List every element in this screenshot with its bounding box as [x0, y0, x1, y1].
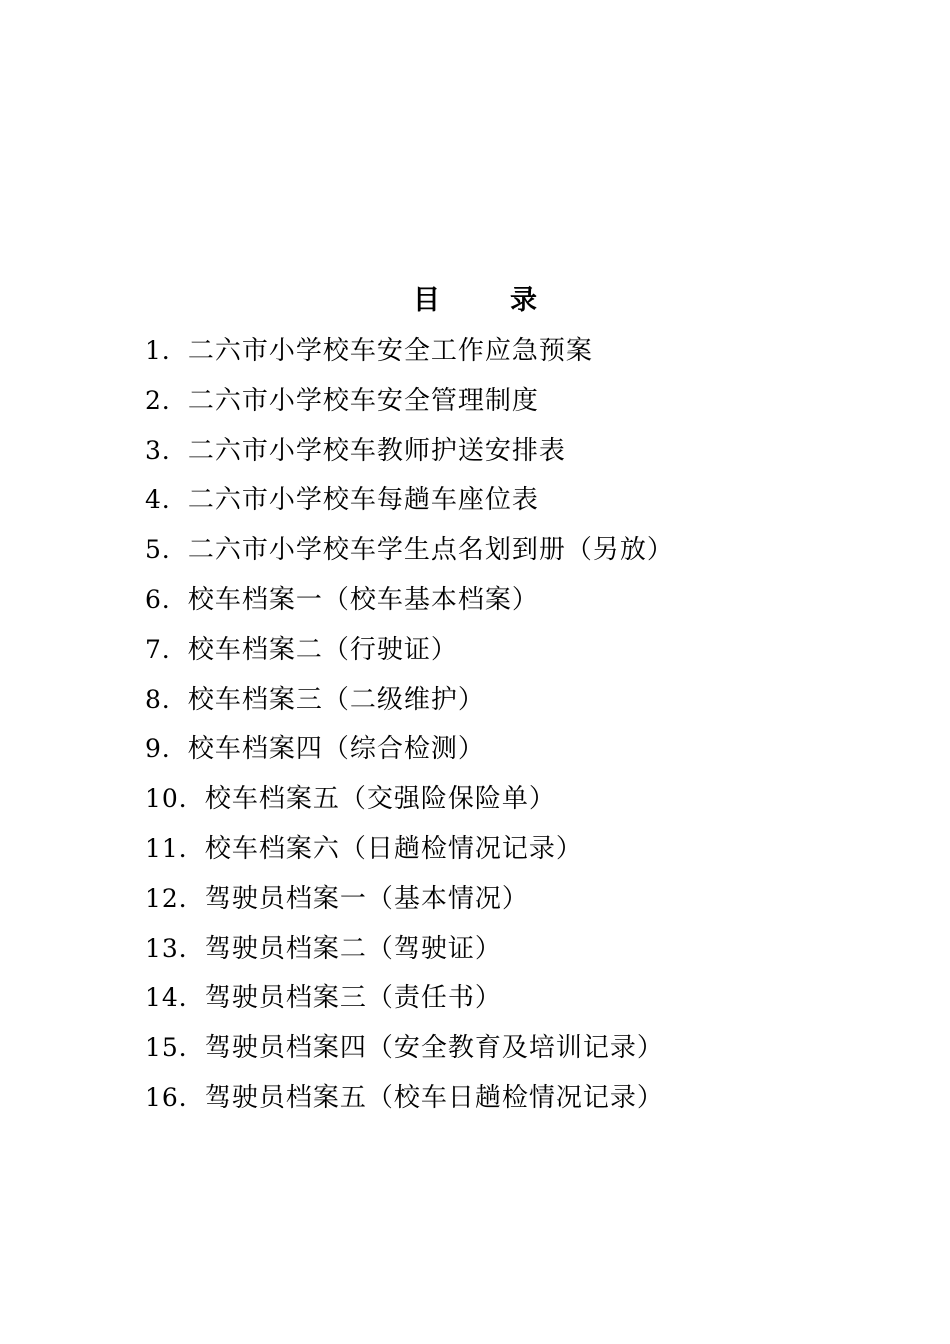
toc-item-text: 校车档案五（交强险保险单）	[204, 784, 556, 815]
toc-item	[145, 330, 865, 380]
toc-item	[145, 1027, 865, 1077]
page-title	[0, 281, 950, 321]
toc-item	[145, 430, 865, 480]
toc-item	[145, 579, 865, 629]
toc-list	[145, 330, 865, 1127]
toc-item	[145, 828, 865, 878]
toc-item-number: 15．	[145, 1033, 205, 1063]
toc-item-text: 二六市小学校车安全工作应急预案	[187, 336, 593, 366]
toc-item	[145, 629, 865, 679]
toc-item-number: 16．	[145, 1082, 205, 1112]
toc-item	[145, 928, 865, 978]
title-char-right: 录	[510, 285, 537, 316]
toc-item-text: 校车档案四（综合检测）	[187, 734, 485, 765]
toc-item-number: 7．	[145, 634, 188, 664]
toc-item-text: 驾驶员档案四（安全教育及培训记录）	[204, 1033, 664, 1064]
toc-item-text: 二六市小学校车教师护送安排表	[187, 435, 566, 466]
toc-item-text: 校车档案二（行驶证）	[187, 634, 458, 665]
toc-item-text: 校车档案六（日趟检情况记录）	[204, 833, 583, 864]
toc-item-text: 二六市小学校车每趟车座位表	[187, 485, 539, 516]
toc-item	[145, 479, 865, 529]
toc-item	[145, 878, 865, 928]
toc-item	[145, 679, 865, 729]
toc-item-number: 5．	[145, 535, 188, 565]
toc-item	[145, 380, 865, 430]
toc-item-number: 10．	[145, 784, 205, 814]
toc-item-text: 二六市小学校车学生点名划到册（另放）	[187, 535, 674, 566]
toc-item-text: 校车档案三（二级维护）	[187, 684, 485, 715]
toc-item-number: 6．	[145, 584, 188, 614]
toc-item-text: 校车档案一（校车基本档案）	[187, 584, 539, 615]
toc-item-number: 8．	[145, 684, 188, 714]
toc-item-number: 4．	[145, 485, 188, 515]
toc-item-text: 驾驶员档案一（基本情况）	[204, 883, 529, 914]
toc-item-number: 2．	[145, 385, 188, 415]
toc-item-number: 13．	[145, 933, 205, 963]
toc-item	[145, 977, 865, 1027]
toc-item	[145, 728, 865, 778]
toc-item-text: 二六市小学校车安全管理制度	[187, 385, 539, 416]
toc-item-number: 14．	[145, 983, 205, 1013]
toc-item	[145, 778, 865, 828]
title-char-left: 目	[413, 285, 440, 316]
toc-item-number: 3．	[145, 435, 188, 465]
toc-item	[145, 1077, 865, 1127]
toc-item-text: 驾驶员档案五（校车日趟检情况记录）	[204, 1082, 664, 1113]
toc-item-text: 驾驶员档案三（责任书）	[204, 983, 502, 1014]
toc-item	[145, 529, 865, 579]
toc-item-number: 9．	[145, 734, 188, 764]
toc-item-number: 1．	[145, 336, 188, 365]
toc-item-number: 12．	[145, 883, 205, 913]
toc-item-text: 驾驶员档案二（驾驶证）	[204, 933, 502, 964]
toc-item-number: 11．	[145, 833, 205, 863]
